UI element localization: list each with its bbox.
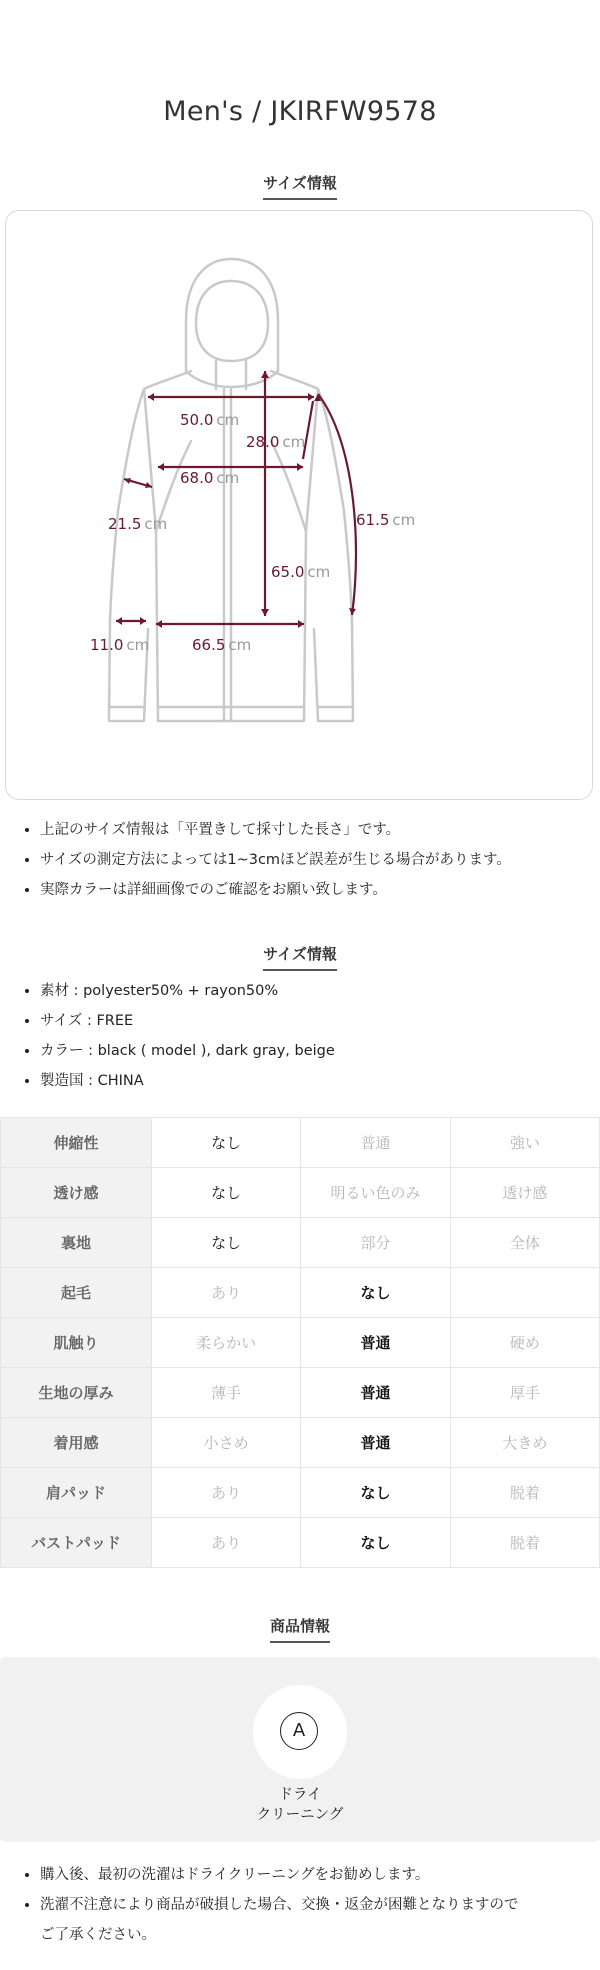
care-icon-circle [253, 1685, 347, 1779]
table-row [1, 1368, 600, 1418]
attribute-label: 伸縮性 [1, 1118, 152, 1168]
attribute-option: 全体 [450, 1218, 599, 1268]
table-row [1, 1468, 600, 1518]
list-item: • サイズの測定方法によっては1~3cmほど誤差が生じる場合があります。 [40, 845, 600, 875]
attribute-option: 厚手 [450, 1368, 599, 1418]
spec-color: • カラー : black ( model ), dark gray, beige [40, 1036, 600, 1066]
attribute-option: あり [152, 1468, 301, 1518]
attribute-option: なし [301, 1518, 450, 1568]
size-notes [18, 815, 600, 905]
attribute-option: なし [301, 1268, 450, 1318]
attribute-option: 柔らかい [152, 1318, 301, 1368]
attribute-label: 透け感 [1, 1168, 152, 1218]
jacket-diagram [6, 211, 594, 801]
attribute-option: 脱着 [450, 1518, 599, 1568]
dry-clean-icon: A [280, 1712, 318, 1750]
attribute-label: 着用感 [1, 1418, 152, 1468]
table-row [1, 1318, 600, 1368]
spec-material: • 素材 : polyester50% + rayon50% [40, 976, 600, 1006]
measure-cuff: 11.0 cm [90, 636, 150, 654]
attribute-option: 普通 [301, 1118, 450, 1168]
care-label-line1: ドライ [278, 1787, 322, 1803]
care-label-line2: クリーニング [256, 1807, 344, 1823]
attribute-option: なし [152, 1218, 301, 1268]
fabric-attribute-table [0, 1117, 600, 1568]
product-info-heading [0, 1615, 600, 1643]
measure-chest: 68.0 cm [180, 469, 240, 487]
attribute-option: 脱着 [450, 1468, 599, 1518]
attribute-option: 大きめ [450, 1418, 599, 1468]
attribute-option: 普通 [301, 1318, 450, 1368]
table-row [1, 1118, 600, 1168]
spec-origin: • 製造国 : CHINA [40, 1066, 600, 1096]
spec-list [18, 976, 600, 1096]
list-item: • 上記のサイズ情報は「平置きして採寸した長さ」です。 [40, 815, 600, 845]
attribute-option: なし [301, 1468, 450, 1518]
attribute-option: なし [152, 1118, 301, 1168]
attribute-option: なし [152, 1168, 301, 1218]
measure-sleeve-length: 61.5 cm [356, 511, 416, 529]
attribute-option: あり [152, 1518, 301, 1568]
attribute-label: 裏地 [1, 1218, 152, 1268]
attribute-option: 普通 [301, 1368, 450, 1418]
measure-sleeve-width: 21.5 cm [108, 515, 168, 533]
attribute-option: 透け感 [450, 1168, 599, 1218]
list-item: • 購入後、最初の洗濯はドライクリーニングをお勧めします。 [40, 1860, 600, 1890]
attribute-option: 明るい色のみ [301, 1168, 450, 1218]
list-item: • 実際カラーは詳細画像でのご確認をお願い致します。 [40, 875, 600, 905]
size-info-heading [0, 172, 600, 200]
attribute-option: 小さめ [152, 1418, 301, 1468]
table-row [1, 1218, 600, 1268]
attribute-option: 普通 [301, 1418, 450, 1468]
spec-size: • サイズ : FREE [40, 1006, 600, 1036]
attribute-label: 肌触り [1, 1318, 152, 1368]
table-row [1, 1418, 600, 1468]
attribute-option: 部分 [301, 1218, 450, 1268]
care-instructions-box [0, 1657, 600, 1842]
care-notes [18, 1860, 600, 1950]
attribute-option: 薄手 [152, 1368, 301, 1418]
attribute-label: 生地の厚み [1, 1368, 152, 1418]
spec-heading-text: サイズ情報 [263, 943, 337, 971]
measure-hem: 66.5 cm [192, 636, 252, 654]
product-info-heading-text: 商品情報 [270, 1615, 330, 1643]
attribute-option: 強い [450, 1118, 599, 1168]
attribute-option: 硬め [450, 1318, 599, 1368]
table-row [1, 1518, 600, 1568]
measure-shoulder: 50.0 cm [180, 411, 240, 429]
care-label [0, 1785, 600, 1825]
measure-armhole: 28.0 cm [246, 433, 306, 451]
attribute-option [450, 1268, 599, 1318]
spec-heading [0, 943, 600, 971]
attribute-label: バストパッド [1, 1518, 152, 1568]
attribute-label: 起毛 [1, 1268, 152, 1318]
list-item: • 洗濯不注意により商品が破損した場合、交換・返金が困難となりますので ご了承ください。 [40, 1890, 600, 1950]
measure-arrowheads [116, 371, 356, 628]
attribute-option: あり [152, 1268, 301, 1318]
size-info-heading-text: サイズ情報 [263, 172, 337, 200]
table-row [1, 1168, 600, 1218]
size-diagram [5, 210, 593, 800]
table-row [1, 1268, 600, 1318]
attribute-label: 肩パッド [1, 1468, 152, 1518]
measure-total-length: 65.0 cm [271, 563, 331, 581]
product-title: Men's / JKIRFW9578 [163, 96, 437, 127]
